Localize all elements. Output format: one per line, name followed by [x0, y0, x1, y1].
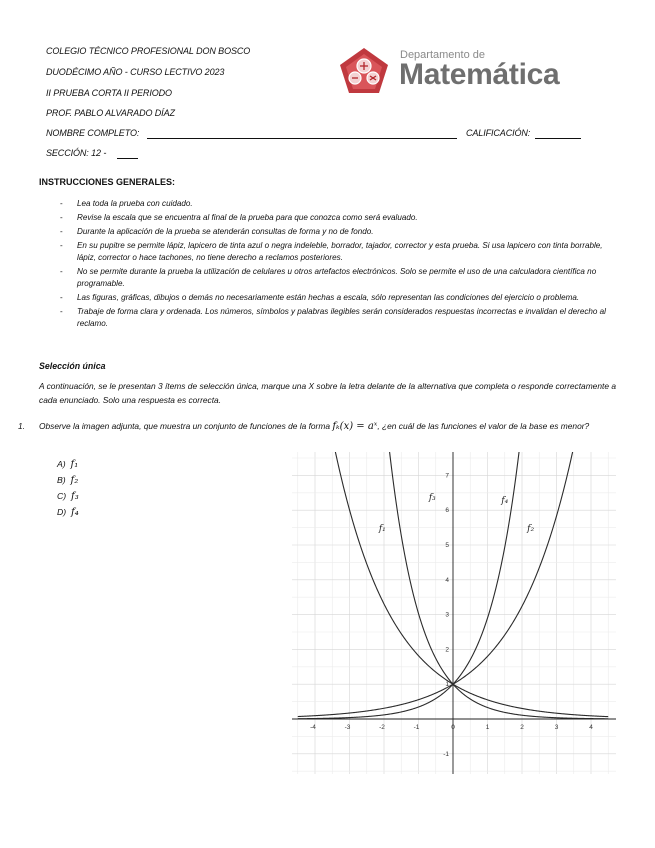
option-letter: C) [57, 491, 67, 501]
option-value: f₃ [71, 491, 79, 502]
school-name: COLEGIO TÉCNICO PROFESIONAL DON BOSCO [46, 46, 251, 56]
question-text-after: , ¿en cuál de las funciones el valor de la base es menor? [377, 421, 590, 431]
question-text-before: Observe la imagen adjunta, que muestra un conjunto de funciones de la forma [39, 421, 330, 431]
department-logo-icon [338, 46, 390, 96]
y-tick-label: 2 [445, 646, 449, 654]
instruction-item: - Durante la aplicación de la prueba se atenderán consultas de forma y no de fondo. [60, 226, 620, 238]
instruction-item: - Revise la escala que se encuentra al final de la prueba para que conozca como será evaluado. [60, 212, 620, 224]
y-tick-label: 7 [445, 472, 449, 480]
y-tick-label: 4 [445, 576, 449, 584]
option-d[interactable] [57, 507, 79, 518]
x-tick-label: -4 [310, 724, 316, 731]
logo-subtitle: Departamento de [400, 49, 485, 61]
series-label: f₁ [378, 524, 386, 535]
y-tick-label: 1 [445, 681, 449, 689]
grade-blank-line[interactable] [535, 138, 581, 139]
selection-intro: A continuación, se le presentan 3 ítems de selección única, marque una X sobre la letra delante de la alternativa que completa o responde correctamente a cada enunciado. Solo una respuesta es correcta. [39, 381, 616, 405]
option-c[interactable] [57, 491, 79, 502]
x-tick-label: -2 [379, 724, 385, 731]
option-value: f₁ [70, 459, 79, 470]
test-name: II PRUEBA CORTA II PERIODO [46, 88, 172, 98]
section-blank-line[interactable] [117, 158, 138, 159]
x-tick-label: 0 [451, 724, 455, 731]
instruction-item: - Trabaje de forma clara y ordenada. Los números, símbolos y palabras ilegibles serán considerados respuestas incorrectas e invalidan el derecho al reclamo. [60, 306, 620, 331]
y-tick-label: 3 [445, 611, 449, 619]
y-tick-label: 5 [445, 542, 449, 549]
grade-label: CALIFICACIÓN: [466, 128, 531, 138]
x-tick-label: -1 [413, 724, 420, 731]
x-tick-label: -3 [344, 724, 351, 731]
name-label: NOMBRE COMPLETO: [46, 128, 140, 138]
y-tick-label: -1 [443, 750, 449, 758]
question-number: 1. [18, 421, 25, 431]
y-tick-label: 6 [445, 507, 449, 515]
section-label: SECCIÓN: 12 - [46, 148, 107, 158]
instruction-item: - Las figuras, gráficas, dibujos o demás no necesariamente están hechas a escala, sólo representan las condiciones del ejercicio o problema. [60, 292, 620, 304]
teacher-name: PROF. PABLO ALVARADO DÍAZ [46, 108, 175, 118]
selection-title: Selección única [39, 361, 106, 371]
series-curve [329, 452, 608, 717]
instruction-item: - En su pupitre se permite lápiz, lapicero de tinta azul o negra indeleble, borrador, tajador, corrector y esta prueba. Si usa lapicero con tinta borrable, lápiz, corrector o hace tachones, no tiene derecho a reclamos posteriores. [60, 240, 620, 265]
instructions-title: INSTRUCCIONES GENERALES: [39, 177, 176, 187]
instructions-list [60, 198, 620, 332]
x-tick-label: 3 [554, 724, 559, 731]
logo-title: Matemática [399, 58, 560, 91]
series-label: f₄ [501, 496, 509, 507]
option-value: f₂ [70, 475, 79, 486]
option-letter: D) [57, 507, 67, 517]
option-a[interactable] [57, 459, 78, 470]
question-formula: fₖ(x) = aˣ [332, 421, 378, 432]
series-curve [298, 452, 580, 717]
option-letter: B) [57, 475, 66, 485]
x-tick-label: 2 [520, 724, 524, 731]
series-label: f₃ [428, 492, 436, 503]
name-blank-line[interactable] [147, 138, 457, 139]
question-text [39, 419, 616, 434]
x-tick-label: 4 [589, 724, 593, 731]
series-curve [386, 452, 608, 719]
option-letter: A) [57, 459, 66, 469]
option-value: f₄ [71, 507, 79, 518]
option-b[interactable] [57, 475, 78, 486]
instruction-item: - No se permite durante la prueba la utilización de celulares u otros artefactos electrónicos. Solo se permite el uso de una calculadora científica no programable. [60, 266, 620, 291]
instruction-item: - Lea toda la prueba con cuidado. [60, 198, 620, 210]
exponential-functions-graph [292, 452, 616, 774]
series-label: f₂ [527, 524, 535, 535]
series-curve [298, 452, 523, 719]
grade-year: DUODÉCIMO AÑO - CURSO LECTIVO 2023 [46, 67, 225, 77]
x-tick-label: 1 [485, 724, 490, 731]
